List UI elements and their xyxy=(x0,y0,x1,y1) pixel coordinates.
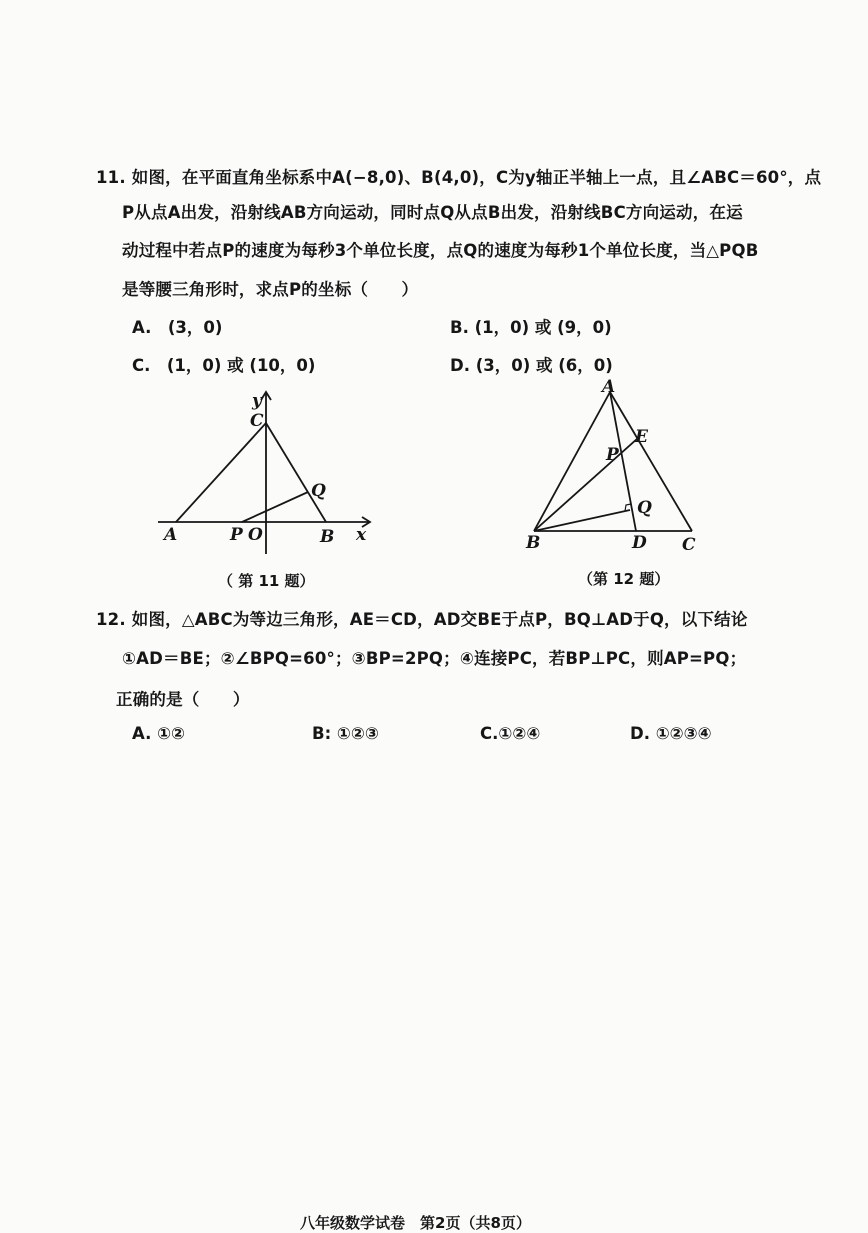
q12-figure xyxy=(520,377,720,555)
q11-line-4: 是等腰三角形时，求点P的坐标（ ） xyxy=(122,280,419,299)
q11-option-a: A. (3，0) xyxy=(132,318,223,337)
fig12-label-C: C xyxy=(682,535,696,555)
q11-figure xyxy=(150,388,390,558)
q12-option-d: D. ①②③④ xyxy=(630,724,712,743)
fig11-label-C: C xyxy=(250,411,264,431)
fig12-label-D: D xyxy=(632,533,647,553)
fig12-label-E: E xyxy=(635,427,648,447)
q11-line-2: P从点A出发，沿射线AB方向运动，同时点Q从点B出发，沿射线BC方向运动，在运 xyxy=(122,203,743,222)
fig11-label-O: O xyxy=(248,525,263,545)
fig11-label-Q: Q xyxy=(311,481,326,501)
fig12-label-P: P xyxy=(606,445,619,465)
segment-AC xyxy=(176,423,266,522)
fig12-label-Q: Q xyxy=(637,498,652,518)
segment-BE xyxy=(534,438,638,531)
q12-option-b: B: ①②③ xyxy=(312,724,379,743)
q12-line-2: ①AD＝BE；②∠BPQ=60°；③BP=2PQ；④连接PC，若BP⊥PC，则AP=PQ； xyxy=(122,649,747,668)
segment-PQ xyxy=(242,492,308,522)
fig11-label-A: A xyxy=(164,525,178,545)
q11-caption: （ 第 11 题） xyxy=(218,572,315,590)
q11-option-d: D. (3，0) 或 (6，0) xyxy=(450,356,613,375)
q12-line-3: 正确的是（ ） xyxy=(116,690,250,709)
page-footer: 八年级数学试卷 第2页（共8页） xyxy=(300,1214,531,1232)
q12-caption: （第 12 题） xyxy=(578,570,670,588)
q11-line-3: 动过程中若点P的速度为每秒3个单位长度，点Q的速度为每秒1个单位长度，当△PQB xyxy=(122,241,759,260)
q12-line-1: 12. 如图，△ABC为等边三角形，AE＝CD，AD交BE于点P，BQ⊥AD于Q，以下结论 xyxy=(96,610,748,629)
q11-option-c: C. (1，0) 或 (10，0) xyxy=(132,356,316,375)
fig12-label-A: A xyxy=(602,377,616,397)
fig11-label-P: P xyxy=(230,525,243,545)
fig11-label-x: x xyxy=(356,525,367,545)
q12-option-c: C.①②④ xyxy=(480,724,541,743)
q11-line-1: 11. 如图，在平面直角坐标系中A(−8,0)、B(4,0)，C为y轴正半轴上一点，且∠ABC＝60°，点 xyxy=(96,168,822,187)
fig11-label-B: B xyxy=(320,527,335,547)
fig11-label-y: y xyxy=(252,391,262,411)
segment-AB xyxy=(534,392,610,531)
fig12-label-B: B xyxy=(526,533,541,553)
q12-option-a: A. ①② xyxy=(132,724,186,743)
segment-BQ xyxy=(534,510,630,531)
q11-option-b: B. (1，0) 或 (9，0) xyxy=(450,318,612,337)
